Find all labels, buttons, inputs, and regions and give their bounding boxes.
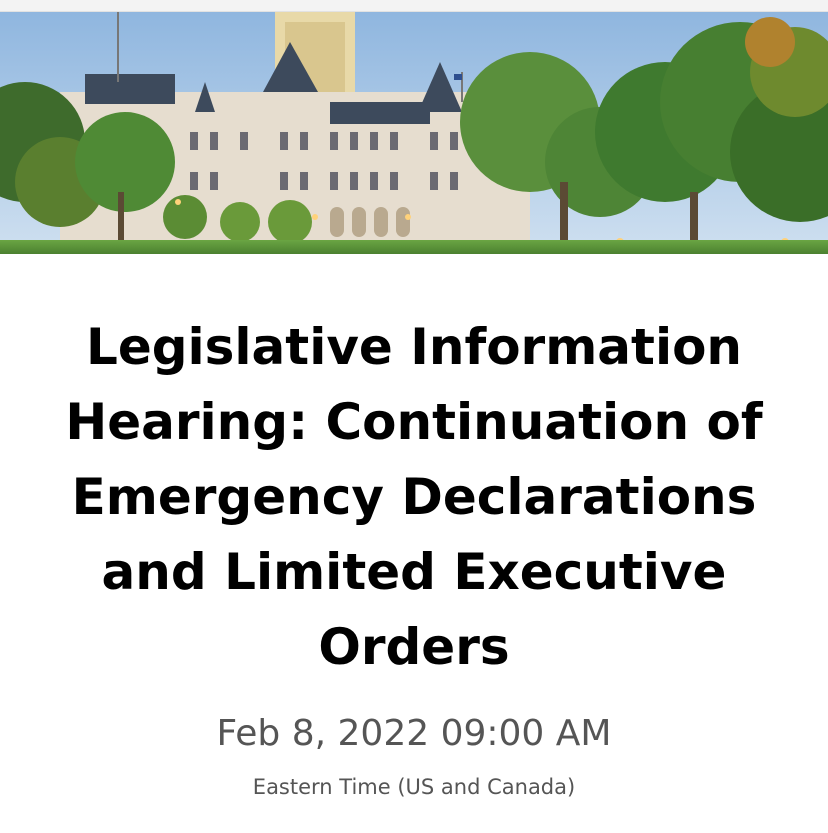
event-datetime: Feb 8, 2022 09:00 AM xyxy=(216,713,612,754)
top-strip xyxy=(0,0,828,12)
event-title: Legislative Information Hearing: Continuation of Emergency Declarations and Limited Executive Orders xyxy=(65,318,763,676)
banner-image xyxy=(0,12,828,254)
capitol-building-photo xyxy=(0,12,828,254)
event-timezone: Eastern Time (US and Canada) xyxy=(252,775,576,799)
